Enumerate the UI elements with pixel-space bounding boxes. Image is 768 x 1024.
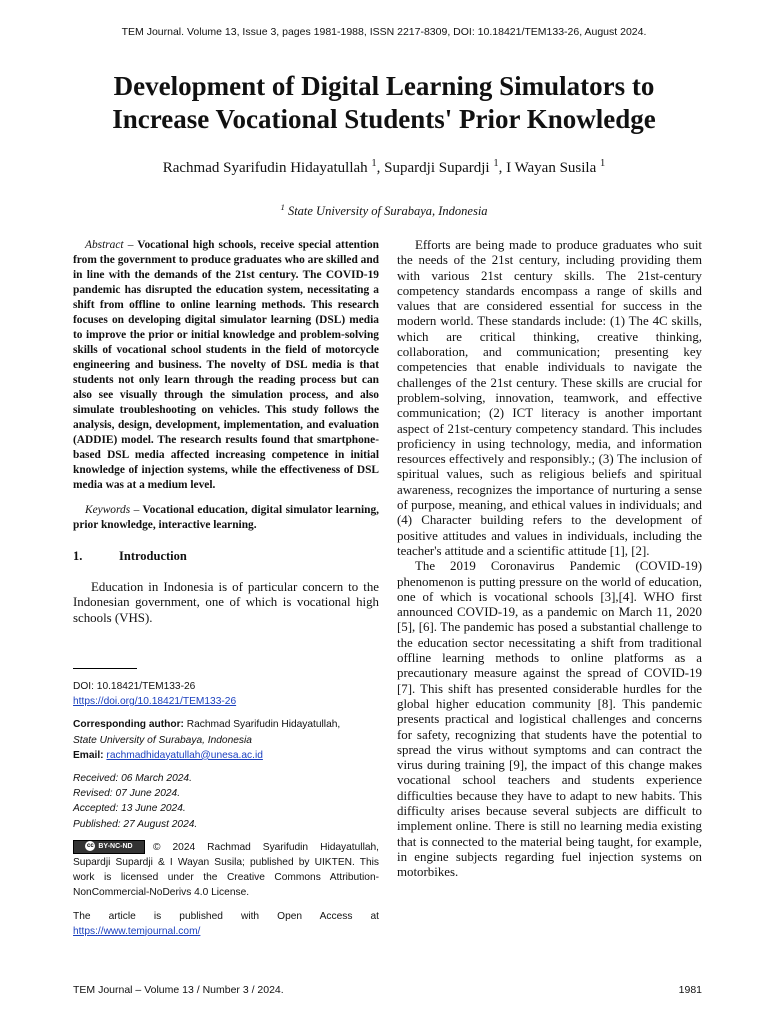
author-2-affil: 1 [493, 158, 499, 169]
revised-date: Revised: 07 June 2024. [73, 788, 181, 800]
email-link[interactable]: rachmadhidayatullah@unesa.ac.id [106, 749, 263, 761]
corresponding-author [73, 717, 379, 732]
title-line-1: Development of Digital Learning Simulators to [113, 71, 655, 101]
received-date: Received: 06 March 2024. [73, 772, 192, 784]
accepted-date: Accepted: 13 June 2024. [73, 803, 186, 815]
left-column [73, 238, 379, 939]
section-title: Introduction [119, 549, 187, 563]
intro-paragraph: Education in Indonesia is of particular concern to the Indonesian government, one of which is vocational high schools (VHS). [73, 580, 379, 625]
corresponding-label: Corresponding author: [73, 719, 184, 731]
cc-icon: cc [87, 843, 94, 850]
license-text: © 2024 Rachmad Syarifudin Hidayatullah, Supardji Supardji & I Wayan Susila; published by UIKTEN. This work is licensed under the Creative Commons Attribution-NonCommercial-NoDerivs 4.0 License. [73, 841, 379, 899]
email-label: Email: [73, 749, 104, 761]
footer-journal: TEM Journal – Volume 13 / Number 3 / 2024. [73, 984, 284, 996]
article-metadata [73, 679, 379, 939]
published-date: Published: 27 August 2024. [73, 818, 198, 830]
doi-label: DOI: 10.18421/TEM133-26 [73, 680, 196, 692]
license-statement [73, 840, 379, 901]
author-3: , I Wayan Susila [498, 160, 601, 176]
affiliation-text: State University of Surabaya, Indonesia [284, 204, 488, 219]
footnote-divider [73, 668, 137, 669]
abstract [73, 238, 379, 493]
abstract-text: Vocational high schools, receive special attention from the government to produce graduates who are skilled and in line with the demands of the 21st century. The COVID-19 pandemic has disrupted the education system, necessitating a shift from offline to online learning methods. This research focuses on developing digital simulator learning (DSL) media to improve the prior or initial knowledge and problem-solving skills of vocational school students in the field of motorcycle engineering and business. The novelty of DSL media is that students not only learn through the reading process but can also see visually through the simulation process, and also simulate troubleshooting on vehicles. This study follows the analysis, design, development, implementation, and evaluation (ADDIE) model. The research results found that smartphone-based DSL media affected increasing competence in initial knowledge of injection systems, while the effectiveness of DSL media was at a medium level. [73, 239, 379, 491]
corresponding-institution: State University of Surabaya, Indonesia [73, 734, 252, 746]
doi-link[interactable]: https://doi.org/10.18421/TEM133-26 [73, 696, 237, 708]
cc-badge-label: BY-NC-ND [98, 843, 133, 851]
open-access-text: The article is published with Open Access at [73, 910, 379, 922]
section-number: 1. [73, 549, 83, 563]
keywords-label: Keywords – [85, 504, 140, 516]
author-list [0, 158, 768, 177]
cc-license-badge[interactable] [73, 840, 145, 854]
author-3-affil: 1 [600, 158, 606, 169]
keywords [73, 503, 379, 533]
author-2: , Supardji Supardji [376, 160, 494, 176]
email-line [73, 748, 379, 763]
open-access-statement [73, 909, 379, 939]
right-column [397, 238, 702, 880]
journal-link[interactable]: https://www.temjournal.com/ [73, 925, 201, 937]
body-paragraph-1: Efforts are being made to produce graduates who suit the needs of the 21st century, including providing them with various 21st century skills. The 21st-century competency standards encompass a range of skills and values that are considered essential for success in the modern world. These standards include: (1) The 4C skills, which are critical thinking, creative thinking, collaboration, and communication; presenting key competencies that enable individuals to navigate the challenges of the 21st century. These skills are crucial for problem-solving, innovation, teamwork, and effective communication; (2) ICT literacy is another important aspect of 21st-century competency standard. This includes proficiency in using technology, media, and information resources effectively and responsibly.; (3) The inclusion of spiritual values, such as religious beliefs and spiritual awareness, recognizes the importance of nurturing a sense of purpose, meaning, and ethical values in individuals; and (4) Character building refers to the development of positive attitudes and values in individuals, including the teacher's attitude and a scientific attitude [1], [2]. [397, 238, 702, 558]
paper-title [40, 70, 728, 136]
author-1: Rachmad Syarifudin Hidayatullah [162, 160, 372, 176]
corresponding-name: Rachmad Syarifudin Hidayatullah, [183, 719, 341, 731]
keywords-text: Vocational education, digital simulator learning, prior knowledge, interactive learning. [73, 504, 379, 531]
affiliation-number: 1 [280, 202, 285, 212]
abstract-label: Abstract – [85, 239, 134, 251]
body-paragraph-2: The 2019 Coronavirus Pandemic (COVID-19) phenomenon is putting pressure on the world of education, one of which is vocational schools [3],[4]. WHO first announced COVID-19, as a pandemic on March 11, 2020 [5], [6]. The pandemic has posed a substantial challenge to the education sector necessitating a shift from traditional offline learning methods to online platforms as a precautionary measure against the spread of COVID-19 [7]. This shift has presented considerable hurdles for the global higher education community [8]. This pandemic presents practical and logistical challenges and concerns for safety, recognizing that students have the potential to spread the virus without symptoms and can contract the virus during training [9], the impact of this change makes vocational school teachers and students experience difficulties because they have to adapt to new habits. This difficulty arises because several subjects are difficult to implement online. There is still no learning media existing that is connected to the material being taught, for example, in engine subjects regarding fuel injection systems on motorbikes. [397, 559, 702, 880]
section-heading-introduction [73, 549, 379, 564]
title-line-2: Increase Vocational Students' Prior Knowledge [112, 104, 656, 134]
author-1-affil: 1 [371, 158, 377, 169]
affiliation [0, 202, 768, 219]
running-header: TEM Journal. Volume 13, Issue 3, pages 1981-1988, ISSN 2217-8309, DOI: 10.18421/TEM133-26, August 2024. [121, 26, 647, 38]
footer-page-number: 1981 [678, 984, 702, 996]
